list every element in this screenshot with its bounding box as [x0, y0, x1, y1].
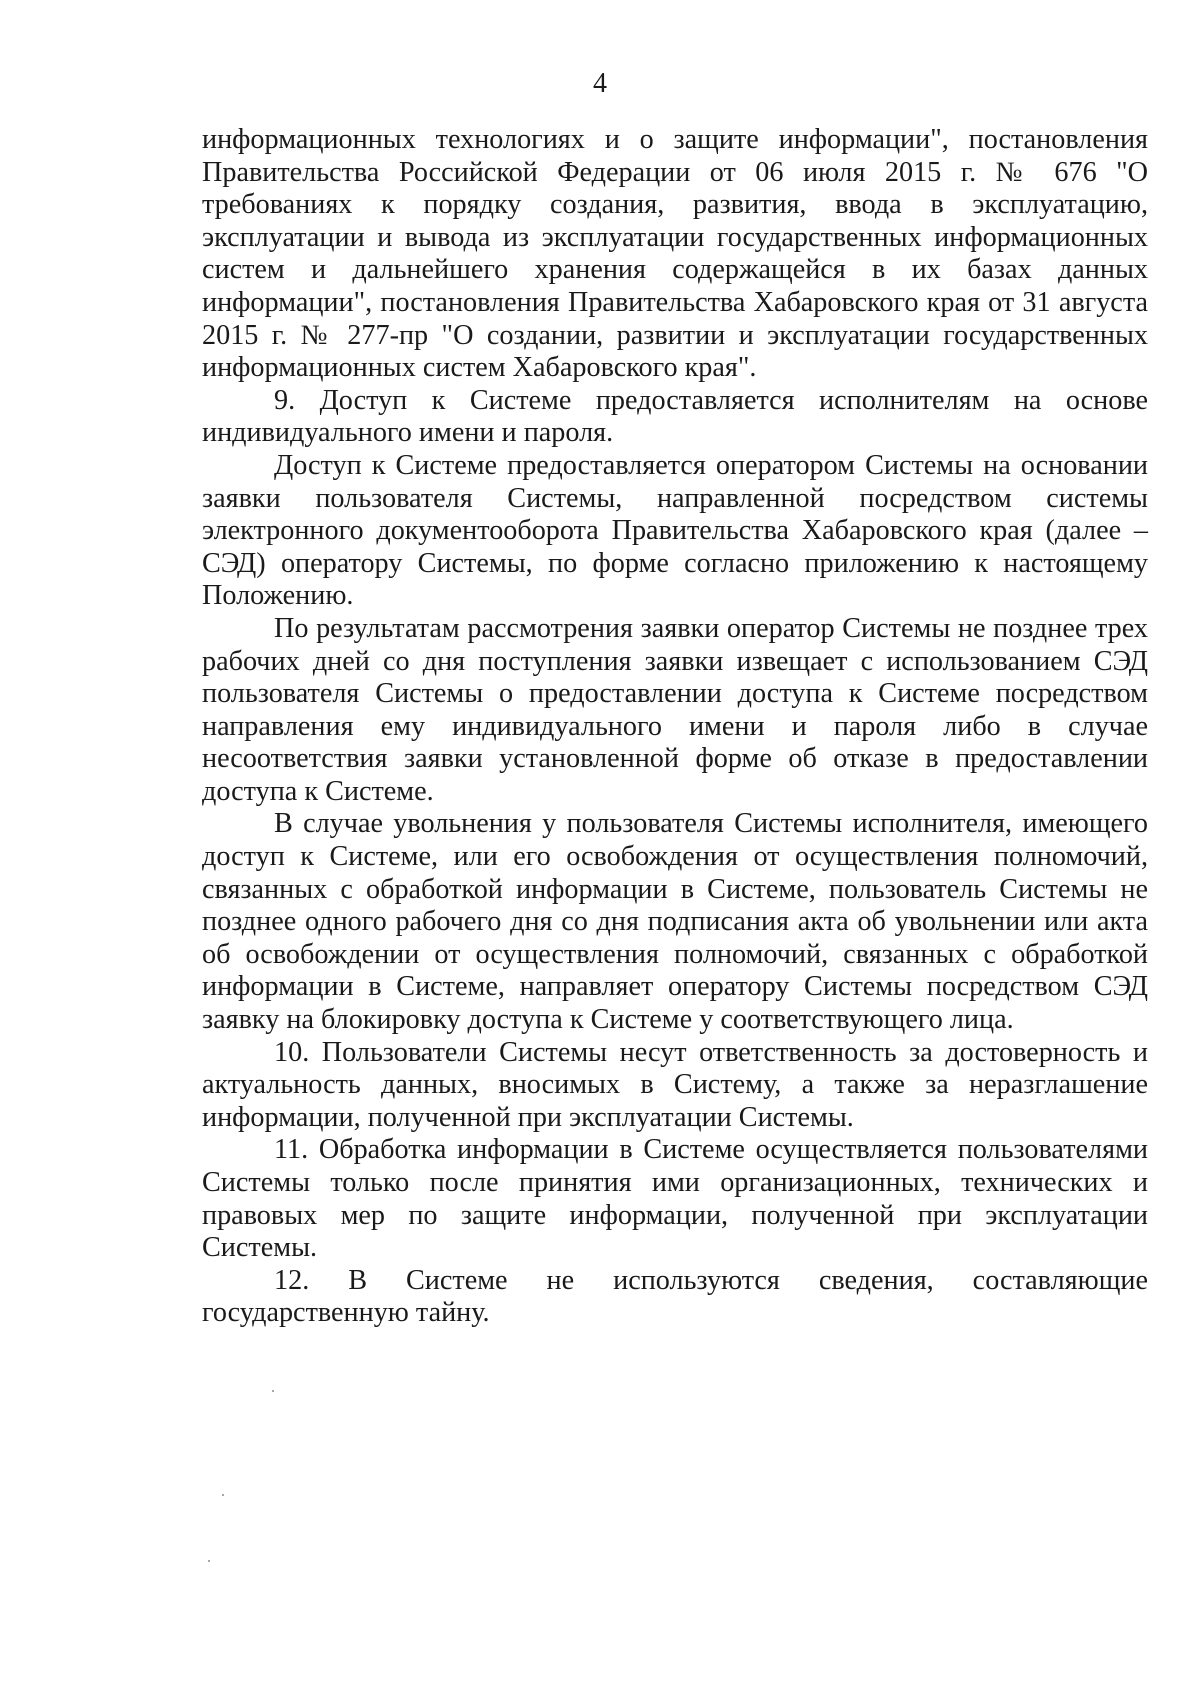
paragraph-item-12: 12. В Системе не используются сведения, составляющие государственную тайну.	[202, 1264, 1148, 1329]
paragraph-review-results: По результатам рассмотрения заявки оператор Системы не позднее трех рабочих дней со дня поступления заявки извещает с использованием СЭД пользователя Системы о предоставлении доступа к Системе посредством направления ему индивидуального имени и пароля либо в случае несоответствия заявки установленной форме об отказе в предоставлении доступа к Системе.	[202, 612, 1148, 807]
paragraph-access-request: Доступ к Системе предоставляется оператором Системы на основании заявки пользователя Системы, направленной посредством системы электронного документооборота Правительства Хабаровского края (далее – СЭД) оператору Системы, по форме согласно приложению к настоящему Положению.	[202, 449, 1148, 612]
document-body	[202, 124, 1148, 1330]
scan-speck	[272, 1390, 274, 1392]
paragraph-item-10: 10. Пользователи Системы несут ответственность за достоверность и актуальность данных, вносимых в Систему, а также за неразглашение информации, полученной при эксплуатации Системы.	[202, 1036, 1148, 1133]
paragraph-item-11: 11. Обработка информации в Системе осуществляется пользователями Системы только после принятия ими организационных, технических и правовых мер по защите информации, полученной при эксплуатации Системы.	[202, 1134, 1148, 1264]
paragraph-dismissal: В случае увольнения у пользователя Системы исполнителя, имеющего доступ к Системе, или его освобождения от осуществления полномочий, связанных с обработкой информации в Системе, пользователь Системы не позднее одного рабочего дня со дня подписания акта об увольнении или акта об освобождении от осуществления полномочий, связанных с обработкой информации в Системе, направляет оператору Системы посредством СЭД заявку на блокировку доступа к Системе у соответствующего лица.	[202, 808, 1148, 1036]
scan-speck	[208, 1560, 210, 1562]
paragraph-item-9: 9. Доступ к Системе предоставляется исполнителям на основе индивидуального имени и пароля.	[202, 384, 1148, 449]
paragraph-continuation: информационных технологиях и о защите информации", постановления Правительства Российской Федерации от 06 июля 2015 г. № 676 "О требованиях к порядку создания, развития, ввода в эксплуатацию, эксплуатации и вывода из эксплуатации государственных информационных систем и дальнейшего хранения содержащейся в их базах данных информации", постановления Правительства Хабаровского края от 31 августа 2015 г. № 277-пр "О создании, развитии и эксплуатации государственных информационных систем Хабаровского края".	[202, 124, 1148, 384]
page-number: 4	[593, 68, 607, 99]
scan-speck	[222, 1494, 224, 1496]
